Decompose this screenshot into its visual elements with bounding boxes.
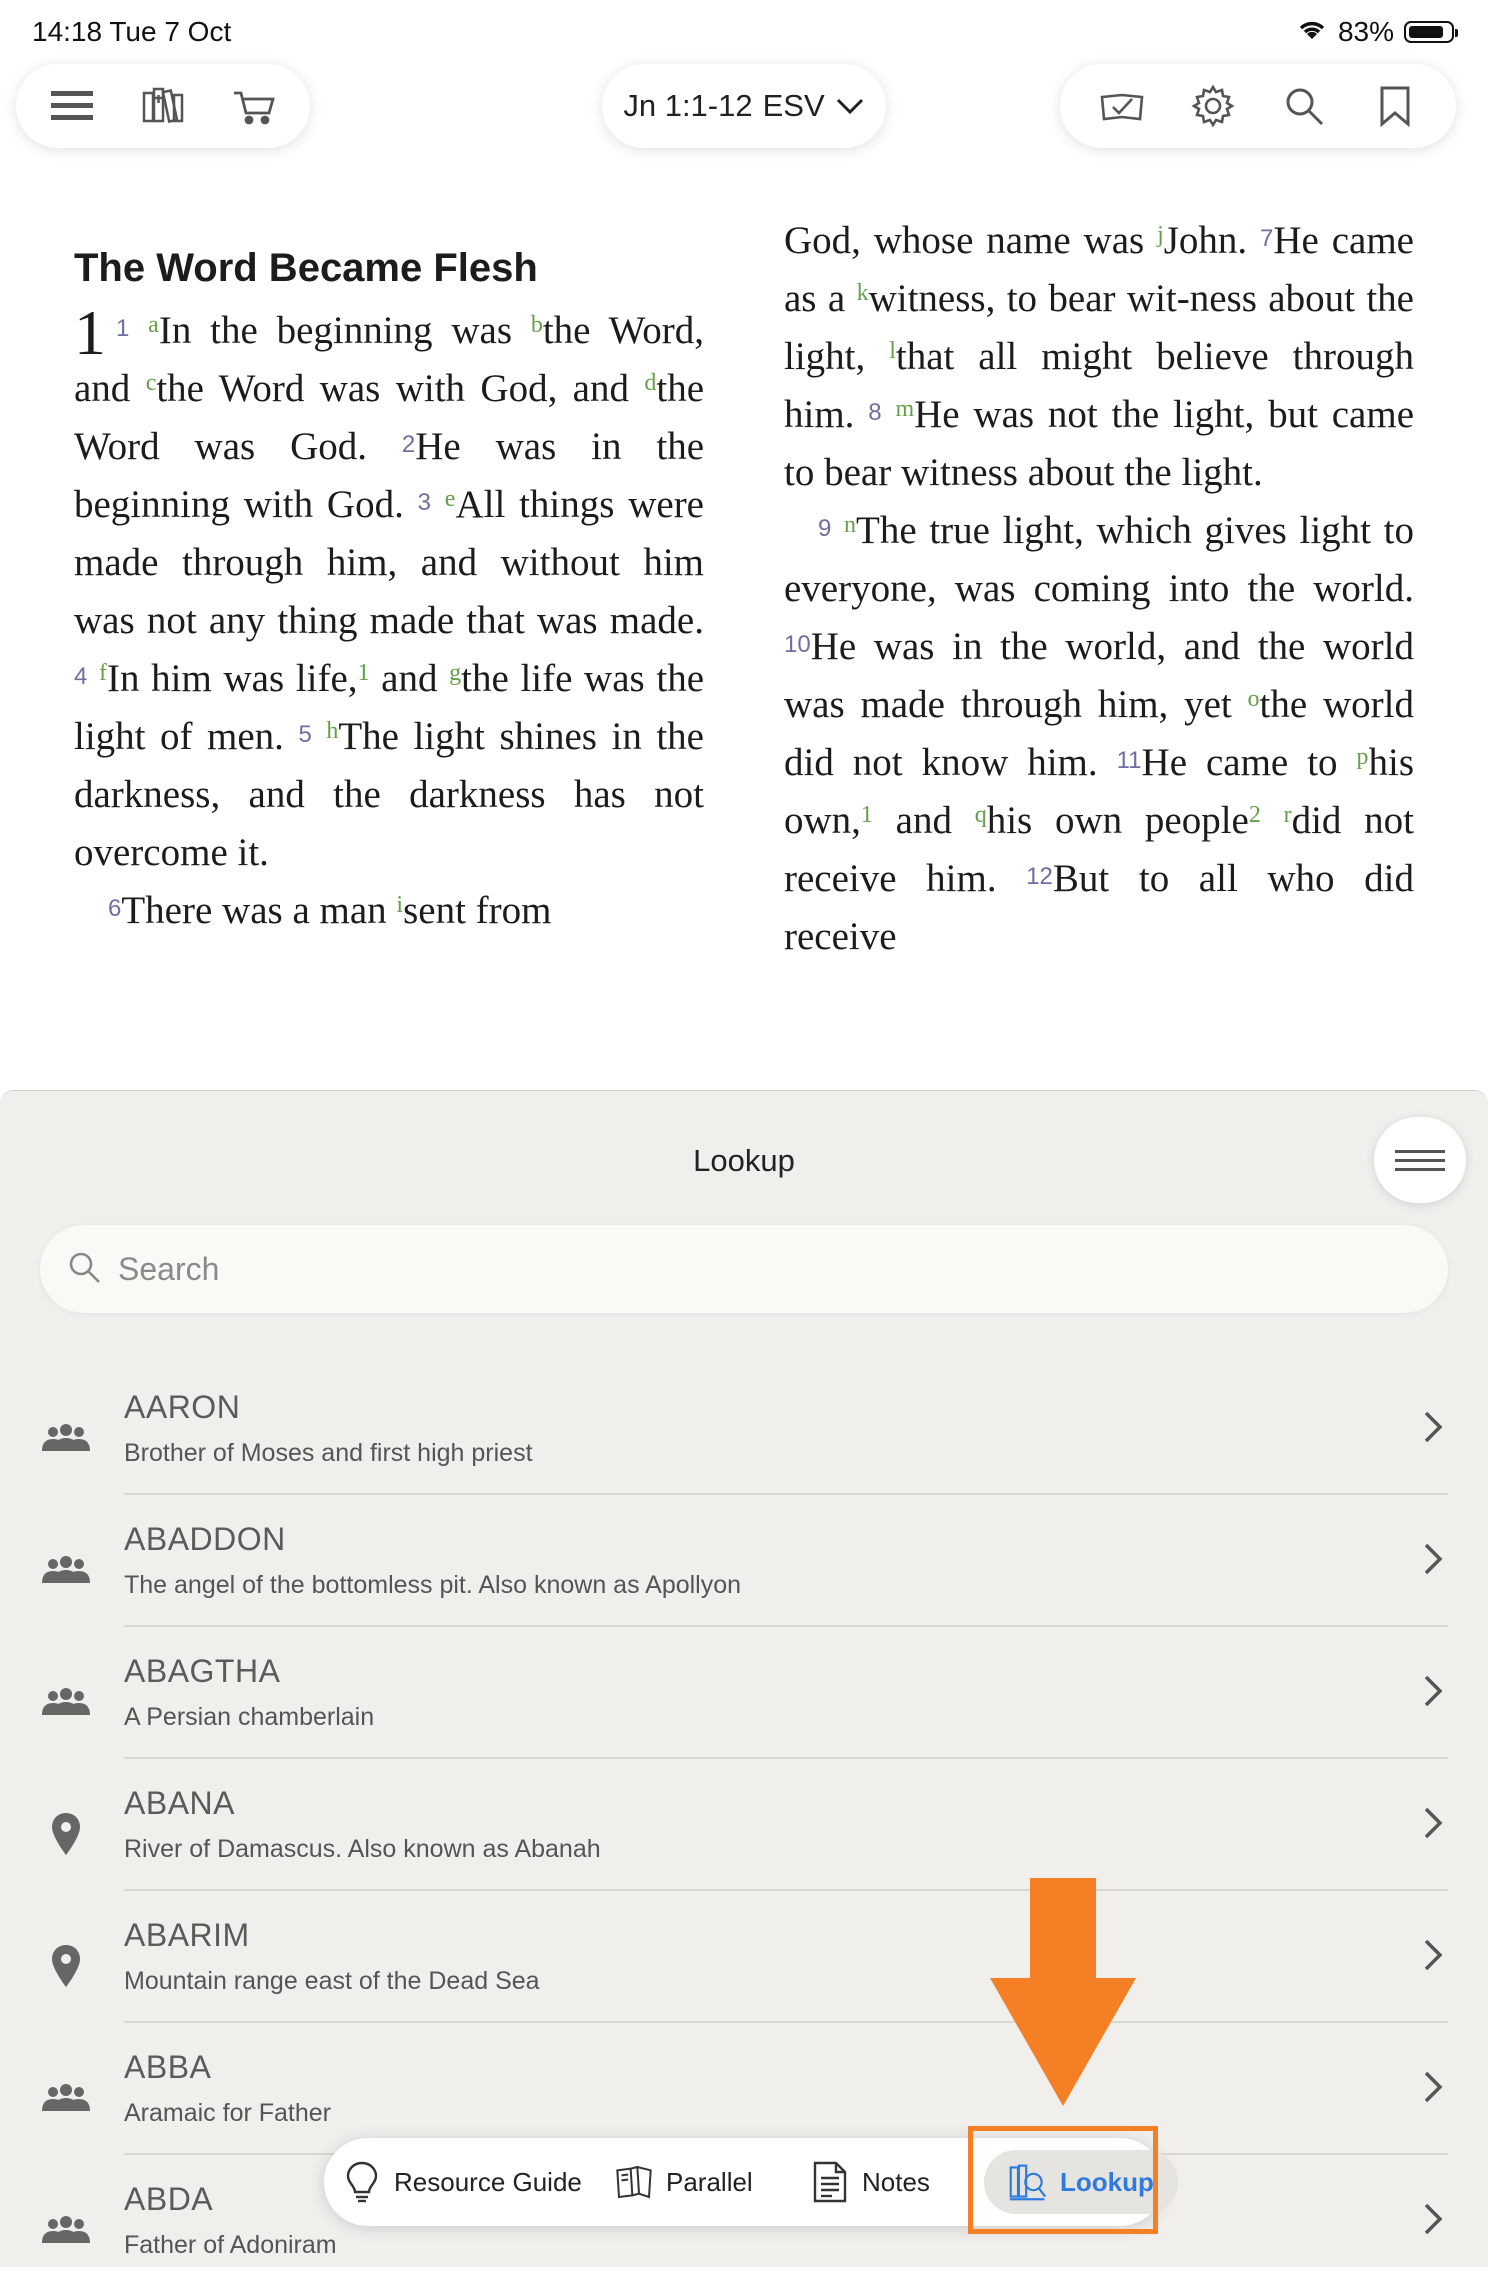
- search-icon[interactable]: [1279, 81, 1329, 131]
- reading-plan-icon[interactable]: [1097, 81, 1147, 131]
- annotation-highlight-box: [968, 2126, 1158, 2234]
- item-title: ABARIM: [124, 1917, 250, 1953]
- bible-text-column-right: God, whose name was $^j$John. $^7$He came as a $^k$witness, to bear wit-ness about the light, $^l$that all might believe through him. $^8$ $^m$He was not the light, but came to bear witness about the light. $^9$ $^n$The true light, which gives light to everyone, was coming into the world. $^{10}$He was in the world, and the world was made through him, yet $^o$the world did not know him. $^{11}$He came to $^p$his own,$^1$ and $^q$his own people$^2$ $^r$did not receive him. $^{12}$But to all who did receive: [784, 219, 1415, 958]
- section-heading: The Word Became Flesh: [74, 246, 538, 290]
- item-subtitle: Aramaic for Father: [124, 2099, 332, 2127]
- toolbar-left: [16, 64, 310, 148]
- chevron-right-icon: [1418, 1671, 1448, 1711]
- chevron-right-icon: [1418, 1407, 1448, 1447]
- battery-percent: 83%: [1337, 16, 1394, 47]
- list-item[interactable]: [0, 1363, 1488, 1495]
- lookup-panel: [0, 1090, 1488, 2267]
- panel-title: Lookup: [693, 1143, 795, 1178]
- search-bar[interactable]: [40, 1225, 1448, 1313]
- chapter-number: 1: [74, 297, 106, 368]
- status-bar: [0, 0, 1488, 62]
- bible-text-column-left: 1 $^1$ $^a$In the beginning was $^b$the Word, and $^c$the Word was with God, and $^d$the Word was God. $^2$He was in the beginning with God. $^3$ $^e$All things were made through him, and without him was not any thing made that was made. $^4$ $^f$In him was life,$^1$ and $^g$the life was the light of men. $^5$ $^h$The light shines in the darkness, and the darkness has not overcome it. $^6$There was a man $^i$sent from: [74, 297, 705, 932]
- item-subtitle: A Persian chamberlain: [124, 1703, 375, 1731]
- people-icon: [36, 2205, 96, 2255]
- list-item[interactable]: [0, 2023, 1488, 2155]
- item-subtitle: Mountain range east of the Dead Sea: [124, 1967, 540, 1995]
- item-title: ABADDON: [124, 1521, 286, 1557]
- item-title: ABANA: [124, 1785, 235, 1821]
- tab-label: Notes: [862, 2166, 930, 2197]
- tab-notes[interactable]: [810, 2138, 930, 2226]
- panel-menu-button[interactable]: [1374, 1117, 1466, 1203]
- list-item[interactable]: [0, 1891, 1488, 2023]
- chevron-right-icon: [1418, 2199, 1448, 2239]
- shopping-cart-icon[interactable]: [229, 81, 279, 131]
- search-icon: [66, 1249, 102, 1290]
- people-icon: [36, 2073, 96, 2123]
- chevron-right-icon: [1418, 1803, 1448, 1843]
- location-pin-icon: [36, 1941, 96, 1991]
- people-icon: [36, 1677, 96, 1727]
- chevron-right-icon: [1418, 2067, 1448, 2107]
- list-item[interactable]: [0, 1627, 1488, 1759]
- item-subtitle: Father of Adoniram: [124, 2231, 337, 2259]
- annotation-arrow-icon: [988, 1878, 1138, 2108]
- settings-gear-icon[interactable]: [1188, 81, 1238, 131]
- item-subtitle: The angel of the bottomless pit. Also known as Apollyon: [124, 1571, 742, 1599]
- hamburger-menu-icon[interactable]: [47, 81, 97, 131]
- passage-selector[interactable]: [602, 64, 886, 148]
- item-subtitle: Brother of Moses and first high priest: [124, 1439, 533, 1467]
- library-books-icon[interactable]: [138, 81, 188, 131]
- status-time: 14:18 Tue 7 Oct: [32, 16, 232, 47]
- tab-label: Parallel: [666, 2166, 753, 2197]
- parallel-books-icon: [614, 2160, 654, 2204]
- item-title: ABDA: [124, 2181, 214, 2217]
- item-title: ABBA: [124, 2049, 212, 2085]
- battery-icon: [1404, 21, 1454, 43]
- bookmark-icon[interactable]: [1370, 81, 1420, 131]
- people-icon: [36, 1413, 96, 1463]
- item-subtitle: River of Damascus. Also known as Abanah: [124, 1835, 601, 1863]
- tab-label: Lookup: [1060, 2166, 1154, 2197]
- chevron-right-icon: [1418, 1539, 1448, 1579]
- chevron-down-icon: [835, 88, 865, 124]
- tab-label: Resource Guide: [394, 2166, 582, 2197]
- people-icon: [36, 1545, 96, 1595]
- wifi-icon: [1296, 16, 1328, 48]
- list-item[interactable]: [0, 1759, 1488, 1891]
- search-input[interactable]: [116, 1250, 1320, 1289]
- tab-parallel[interactable]: [614, 2138, 753, 2226]
- list-item[interactable]: [0, 1495, 1488, 1627]
- item-title: ABAGTHA: [124, 1653, 281, 1689]
- chevron-right-icon: [1418, 1935, 1448, 1975]
- lightbulb-icon: [342, 2160, 382, 2204]
- toolbar-right: [1060, 64, 1456, 148]
- location-pin-icon: [36, 1809, 96, 1859]
- item-title: AARON: [124, 1389, 241, 1425]
- tab-resource-guide[interactable]: [342, 2138, 582, 2226]
- notes-document-icon: [810, 2160, 850, 2204]
- status-right: [1296, 16, 1454, 48]
- bible-version: ESV: [762, 88, 825, 123]
- passage-reference: Jn 1:1-12: [623, 88, 753, 123]
